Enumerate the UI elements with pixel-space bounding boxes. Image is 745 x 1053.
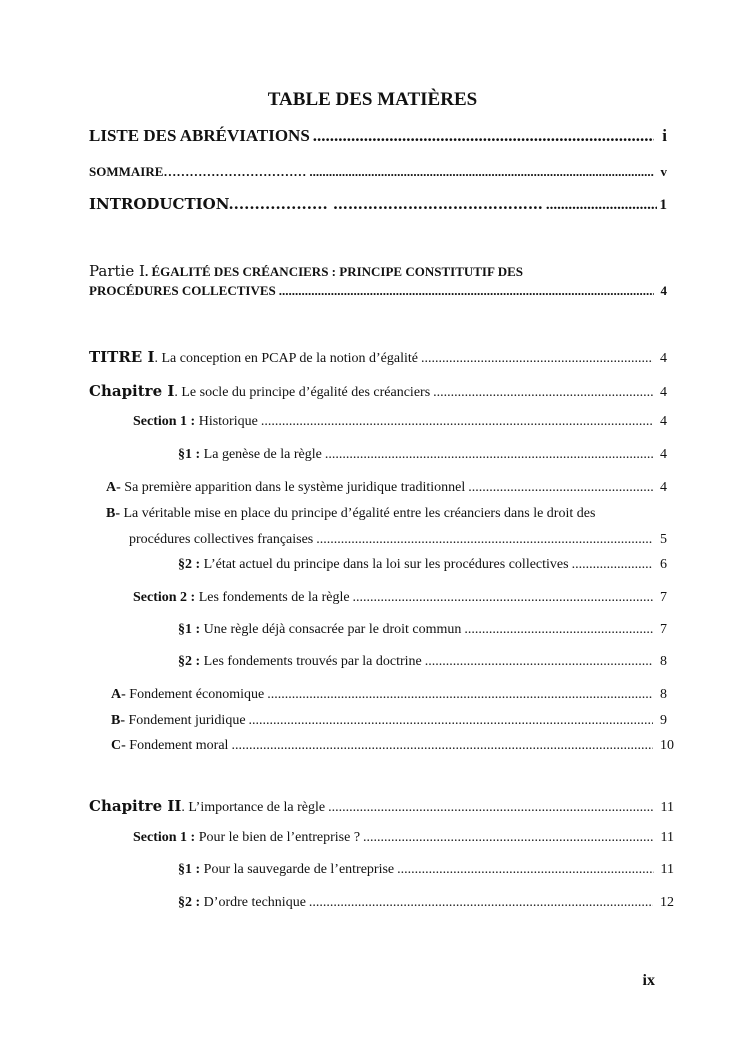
- entry-text: SOMMAIRE……………………………: [89, 164, 307, 179]
- entry-text: L’état actuel du principe dans la loi sur les procédures collectives: [200, 557, 569, 572]
- dot-leader: [267, 687, 653, 703]
- entry-label: Section 1 :: [133, 830, 196, 845]
- entry-label: Partie I: [89, 262, 145, 280]
- toc-entry-chapitre1[interactable]: [89, 382, 667, 401]
- entry-text: . La conception en PCAP de la notion d’égalité: [154, 351, 418, 366]
- page-ref: i: [662, 126, 667, 145]
- page-ref: 11: [660, 862, 674, 877]
- toc-entry-partie1-line1[interactable]: [89, 262, 523, 280]
- entry-label: §2 :: [178, 654, 201, 669]
- dot-leader: [433, 385, 653, 401]
- page-ref: 8: [660, 687, 667, 702]
- entry-label: A-: [111, 687, 126, 702]
- entry-text: Historique: [195, 414, 258, 429]
- entry-text: LISTE DES ABRÉVIATIONS: [89, 126, 310, 145]
- dot-leader: [328, 800, 653, 816]
- entry-text: procédures collectives françaises: [129, 532, 314, 547]
- dot-leader: [313, 126, 654, 146]
- dot-leader: [309, 164, 653, 180]
- page-ref: 11: [660, 800, 674, 815]
- toc-entry-c1s2p2-C[interactable]: [111, 738, 674, 754]
- entry-text: . Le socle du principe d’égalité des créanciers: [174, 385, 431, 400]
- entry-text: INTRODUCTION................... ……………………………………: [89, 195, 543, 213]
- page-ref: 7: [660, 622, 667, 637]
- page-ref: 12: [660, 895, 674, 910]
- entry-label: Chapitre II: [89, 797, 182, 815]
- entry-text: Fondement juridique: [125, 713, 246, 728]
- toc-entry-c1s1p1-B-line1[interactable]: [106, 506, 595, 522]
- page-ref: 4: [660, 447, 667, 462]
- toc-entry-c1s2-para1[interactable]: [178, 622, 667, 638]
- entry-label: B-: [106, 506, 120, 521]
- page-ref: 1: [659, 197, 667, 213]
- entry-text: Les fondements de la règle: [195, 590, 350, 605]
- dot-leader: [425, 654, 653, 670]
- dot-leader: [464, 622, 653, 638]
- page-ref: 4: [660, 385, 667, 400]
- page-ref: 6: [660, 557, 667, 572]
- toc-entry-c1s1-para2[interactable]: [178, 557, 667, 573]
- page-ref: 9: [660, 713, 667, 728]
- page-ref: 4: [660, 480, 667, 495]
- dot-leader: [316, 532, 653, 548]
- dot-leader: [397, 862, 653, 878]
- toc-entry-titre1[interactable]: [89, 348, 667, 367]
- entry-label: C-: [111, 738, 126, 753]
- dot-leader: [353, 590, 653, 606]
- entry-text: Fondement économique: [125, 687, 265, 702]
- toc-entry-chapitre2[interactable]: [89, 797, 674, 816]
- entry-label: A-: [106, 480, 121, 495]
- entry-text: Pour le bien de l’entreprise ?: [195, 830, 361, 845]
- dot-leader: [421, 351, 653, 367]
- toc-entry-c1s1p1-A[interactable]: [106, 480, 667, 496]
- entry-text: Sa première apparition dans le système juridique traditionnel: [120, 480, 466, 495]
- dot-leader: [249, 713, 653, 729]
- entry-text: La genèse de la règle: [200, 447, 322, 462]
- entry-label: §1 :: [178, 862, 201, 877]
- toc-entry-c2s1-para1[interactable]: [178, 862, 674, 878]
- toc-entry-introduction[interactable]: [89, 195, 667, 214]
- entry-text: . L’importance de la règle: [181, 800, 326, 815]
- toc-entry-c1s2p2-B[interactable]: [111, 713, 667, 729]
- dot-leader: [572, 557, 653, 573]
- page-title: TABLE DES MATIÈRES: [267, 89, 478, 110]
- entry-text: Les fondements trouvés par la doctrine: [200, 654, 422, 669]
- toc-entry-c1s2-para2[interactable]: [178, 654, 667, 670]
- entry-text: Pour la sauvegarde de l’entreprise: [200, 862, 395, 877]
- page-ref: 8: [660, 654, 667, 669]
- toc-entry-partie1-line2[interactable]: [89, 283, 667, 299]
- toc-entry-c1s2p2-A[interactable]: [111, 687, 667, 703]
- entry-label: Section 2 :: [133, 590, 196, 605]
- entry-text: PROCÉDURES COLLECTIVES: [89, 283, 276, 298]
- entry-label: §2 :: [178, 557, 201, 572]
- dot-leader: [363, 830, 653, 846]
- page-ref: 4: [660, 351, 667, 366]
- dot-leader: [309, 895, 653, 911]
- entry-label: B-: [111, 713, 125, 728]
- dot-leader: [546, 197, 657, 214]
- toc-entry-sommaire[interactable]: [89, 164, 667, 180]
- toc-entry-c2-section1[interactable]: [133, 830, 674, 846]
- toc-entry-c1-section2[interactable]: [133, 590, 667, 606]
- toc-entry-abreviations[interactable]: [89, 126, 667, 146]
- entry-label: TITRE I: [89, 348, 155, 366]
- entry-text: . ÉGALITÉ DES CRÉANCIERS : PRINCIPE CONSTITUTIF DES: [144, 264, 523, 279]
- toc-entry-c1-section1[interactable]: [133, 414, 667, 430]
- dot-leader: [468, 480, 653, 496]
- entry-text: Une règle déjà consacrée par le droit commun: [200, 622, 462, 637]
- toc-entry-c1s1p1-B-line2[interactable]: [129, 532, 667, 548]
- toc-entry-c2s1-para2[interactable]: [178, 895, 674, 911]
- page-ref: 10: [660, 738, 674, 753]
- page-ref: v: [660, 164, 667, 179]
- dot-leader: [279, 283, 654, 299]
- page-ref: 4: [660, 414, 667, 429]
- entry-label: Chapitre I: [89, 382, 175, 400]
- entry-text: La véritable mise en place du principe d’égalité entre les créanciers dans le droit des: [120, 506, 596, 521]
- entry-label: §1 :: [178, 622, 201, 637]
- page-ref: 4: [660, 283, 667, 298]
- entry-label: §1 :: [178, 447, 201, 462]
- page-ref: 11: [660, 830, 674, 845]
- page-ref: 7: [660, 590, 667, 605]
- entry-text: Fondement moral: [125, 738, 229, 753]
- entry-text: D’ordre technique: [200, 895, 306, 910]
- toc-entry-c1s1-para1[interactable]: [178, 447, 667, 463]
- page-number: ix: [642, 972, 655, 989]
- dot-leader: [231, 738, 653, 754]
- entry-label: §2 :: [178, 895, 201, 910]
- page-ref: 5: [660, 532, 667, 547]
- dot-leader: [325, 447, 653, 463]
- entry-label: Section 1 :: [133, 414, 196, 429]
- dot-leader: [261, 414, 653, 430]
